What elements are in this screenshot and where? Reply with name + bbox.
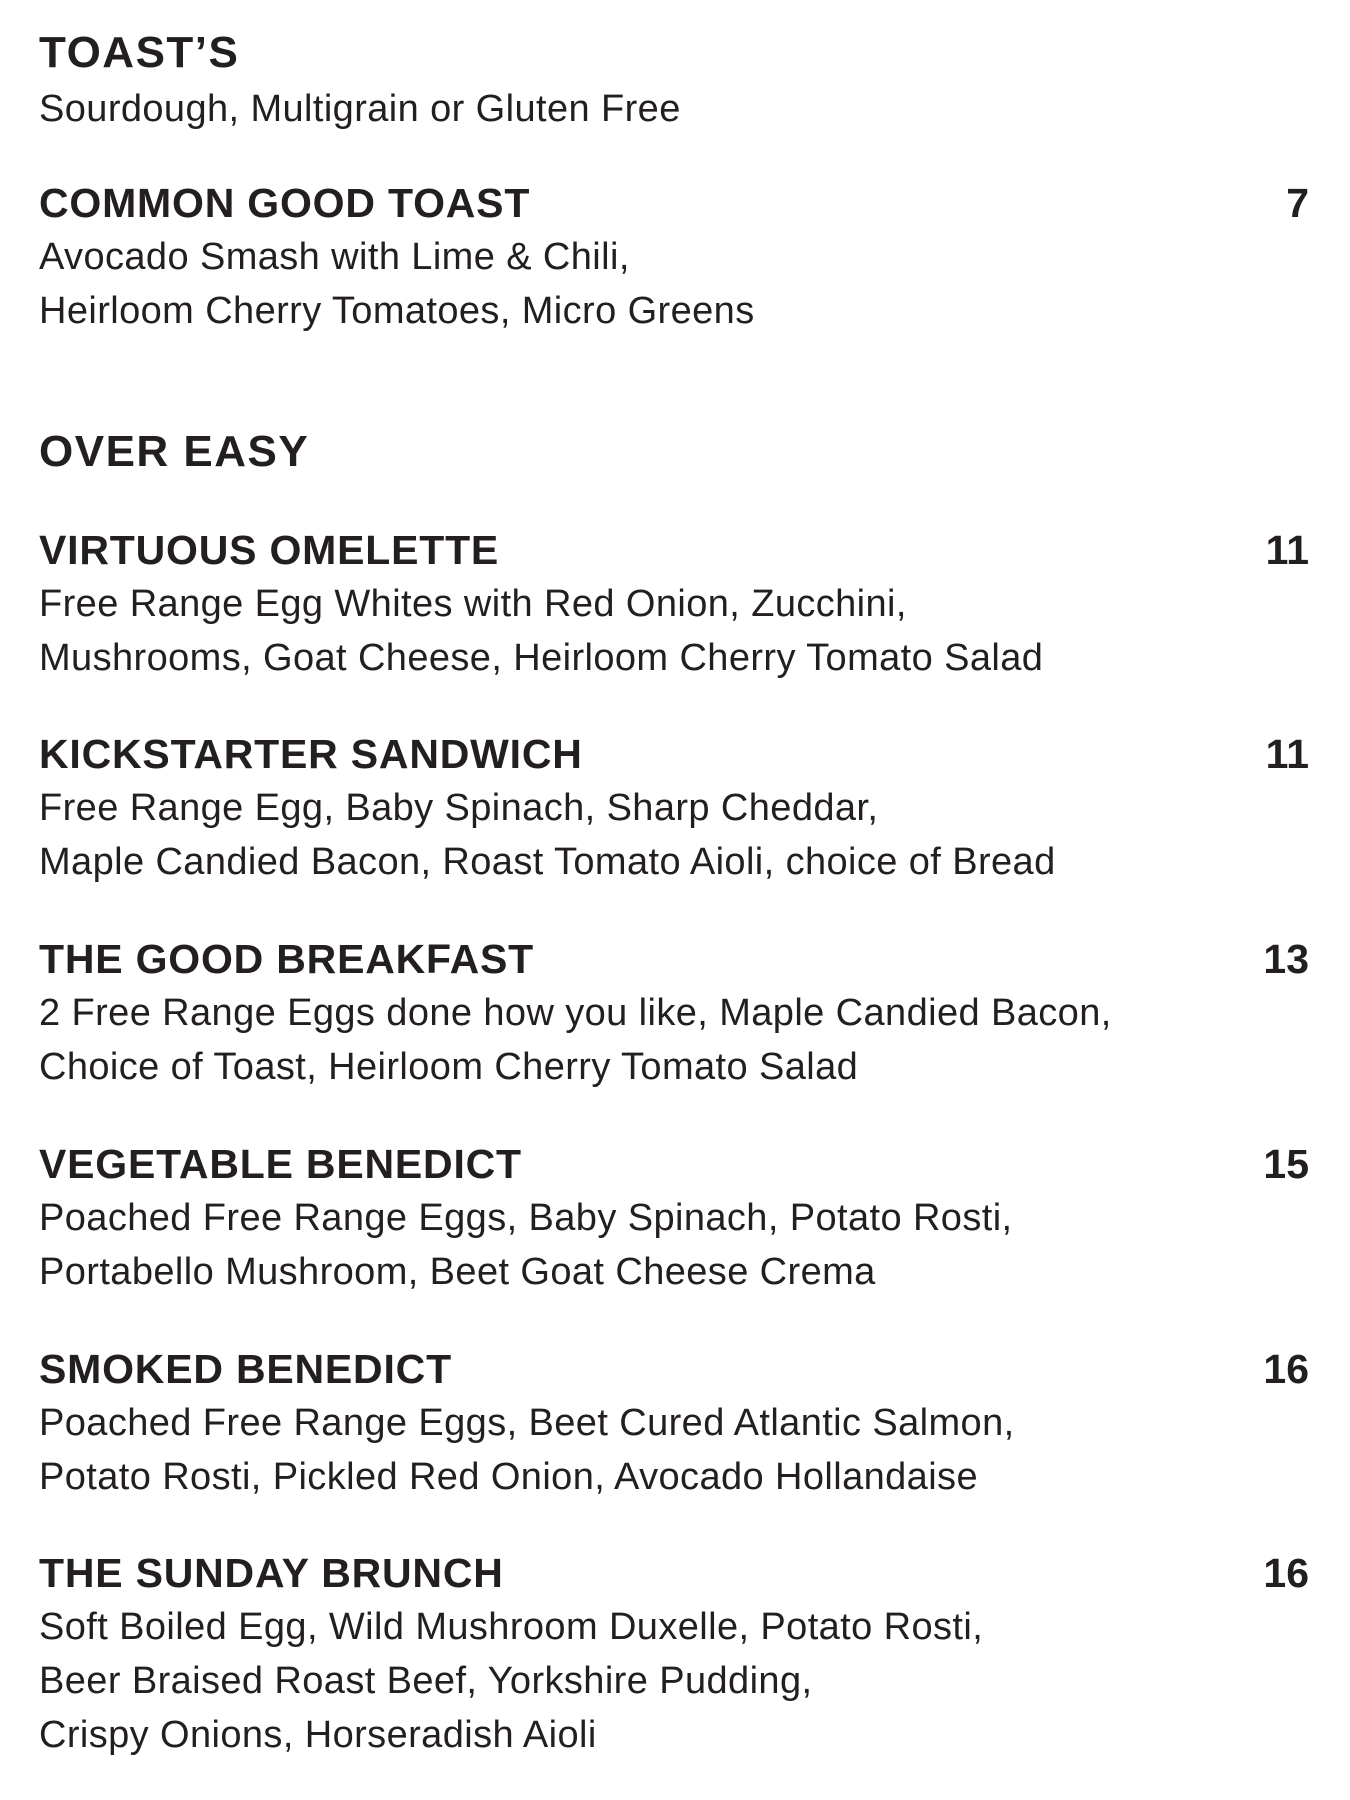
item-description-line: Portabello Mushroom, Beet Goat Cheese Crema — [39, 1251, 876, 1293]
item-description-line: Free Range Egg Whites with Red Onion, Zucchini, — [39, 583, 907, 625]
item-description — [39, 986, 1309, 1094]
item-name: SMOKED BENEDICT — [39, 1346, 452, 1392]
item-description-line: Avocado Smash with Lime & Chili, — [39, 236, 630, 278]
item-description — [39, 1396, 1309, 1504]
item-name: THE SUNDAY BRUNCH — [39, 1550, 504, 1596]
item-price: 11 — [1265, 731, 1309, 777]
item-description-line: Heirloom Cherry Tomatoes, Micro Greens — [39, 290, 755, 332]
item-description — [39, 781, 1309, 889]
item-name: COMMON GOOD TOAST — [39, 180, 531, 226]
section-subtitle-toasts: Sourdough, Multigrain or Gluten Free — [39, 88, 681, 130]
item-description — [39, 230, 1309, 338]
section-title-toasts: TOAST’S — [39, 28, 240, 77]
menu-item-vegetable-benedict — [39, 1137, 1309, 1299]
section-title-over-easy: OVER EASY — [39, 427, 310, 476]
item-description-line: Poached Free Range Eggs, Beet Cured Atlantic Salmon, — [39, 1402, 1015, 1444]
item-description-line: Beer Braised Roast Beef, Yorkshire Pudding, — [39, 1660, 813, 1702]
item-description — [39, 577, 1309, 685]
item-name: VIRTUOUS OMELETTE — [39, 527, 500, 573]
menu-item-kickstarter-sandwich — [39, 727, 1309, 889]
item-price: 11 — [1265, 527, 1309, 573]
menu-item-virtuous-omelette — [39, 523, 1309, 685]
item-description-line: Mushrooms, Goat Cheese, Heirloom Cherry Tomato Salad — [39, 637, 1044, 679]
item-description-line: Free Range Egg, Baby Spinach, Sharp Cheddar, — [39, 787, 879, 829]
item-price: 16 — [1263, 1550, 1309, 1596]
item-description-line: Crispy Onions, Horseradish Aioli — [39, 1714, 597, 1756]
item-price: 16 — [1263, 1346, 1309, 1392]
item-description-line: Choice of Toast, Heirloom Cherry Tomato Salad — [39, 1046, 859, 1088]
menu-item-common-good-toast — [39, 176, 1309, 338]
item-description-line: Maple Candied Bacon, Roast Tomato Aioli, choice of Bread — [39, 841, 1056, 883]
item-name: KICKSTARTER SANDWICH — [39, 731, 583, 777]
menu-item-the-sunday-brunch — [39, 1546, 1309, 1762]
menu-item-the-good-breakfast — [39, 932, 1309, 1094]
item-name: THE GOOD BREAKFAST — [39, 936, 535, 982]
menu-item-smoked-benedict — [39, 1342, 1309, 1504]
item-price: 13 — [1263, 936, 1309, 982]
item-description-line: Soft Boiled Egg, Wild Mushroom Duxelle, Potato Rosti, — [39, 1606, 984, 1648]
item-description-line: Poached Free Range Eggs, Baby Spinach, Potato Rosti, — [39, 1197, 1013, 1239]
item-name: VEGETABLE BENEDICT — [39, 1141, 522, 1187]
item-description — [39, 1600, 1309, 1762]
item-description-line: 2 Free Range Eggs done how you like, Maple Candied Bacon, — [39, 992, 1112, 1034]
item-price: 15 — [1263, 1141, 1309, 1187]
item-description — [39, 1191, 1309, 1299]
item-description-line: Potato Rosti, Pickled Red Onion, Avocado Hollandaise — [39, 1456, 978, 1498]
item-price: 7 — [1286, 180, 1309, 226]
